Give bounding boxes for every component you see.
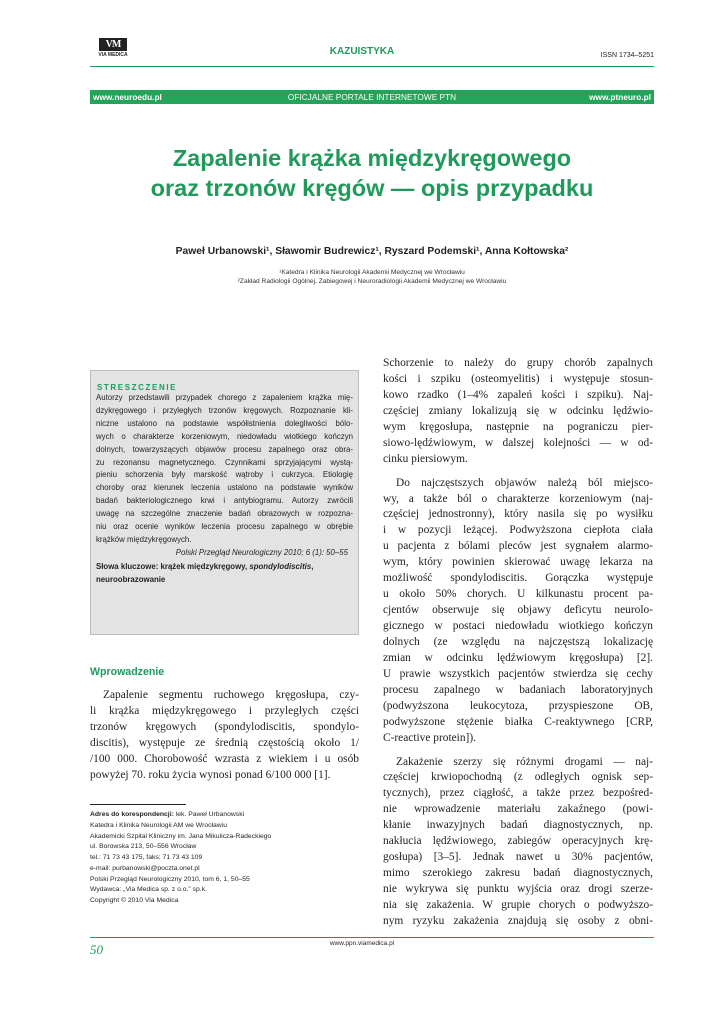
affiliation: ¹Katedra i Klinika Neurologii Akademii Medycznej we Wrocławiu: [279, 269, 465, 276]
abstract-line: dolnych, towarzyszących objawów procesu zapalnego oraz obra-: [96, 444, 353, 454]
correspondence-block: [90, 810, 359, 907]
body-line: podwyższone stężenie białka C-reaktywnego [CRP,: [383, 715, 653, 728]
keywords-label: Słowa kluczowe:: [96, 561, 159, 571]
affiliation: ²Zakład Radiologii Ogólnej, Zabiegowej i Neuroradiologii Akademii Medycznej we Wrocławiu: [237, 278, 507, 285]
abstract-line: choroby oraz kierunek leczenia ustalono na podstawie wyników: [96, 483, 353, 493]
paragraph-gap: [383, 468, 653, 476]
right-column-body: [383, 356, 653, 930]
abstract-line: krążków międzykręgowych.: [96, 534, 192, 544]
body-line: u około 50% chorych. U kilkunastu procent pa-: [383, 588, 653, 601]
section-label: KAZUISTYKA: [329, 46, 395, 57]
portal-link-ptneuro[interactable]: www.ptneuro.pl: [589, 92, 651, 102]
body-line: (podwyższona leukocytoza, przyspieszone OB,: [383, 699, 653, 712]
correspondence-line: Copyright © 2010 Via Medica: [90, 897, 179, 904]
abstract-line: pieniu schorzenia były marskość wątroby i cukrzyca. Etiologię: [96, 470, 353, 480]
correspondence-line: Akademicki Szpital Kliniczny im. Jana Mikulicza-Radeckiego: [90, 832, 272, 840]
body-line: Do najczęstszych objawów należą ból miejsco-: [396, 476, 653, 489]
keyword: krążek międzykręgowy,: [158, 561, 250, 571]
abstract-line: uwagę na szczególne znaczenie badań obrazowych w rozpozna-: [96, 509, 353, 519]
abstract-heading: STRESZCZENIE: [97, 383, 178, 392]
body-line: wym kręgosłupa, następnie na pograniczu pier-: [383, 420, 653, 433]
body-line: Schorzenie to należy do grupy chorób zapalnych: [383, 357, 653, 369]
correspondence-email[interactable]: e-mail: purbanowski@poczta.onet.pl: [90, 864, 200, 872]
keyword-italic: spondylodiscitis: [249, 561, 312, 571]
logo-mark: VM: [99, 38, 127, 51]
body-line: zmian w odcinku lędźwiowym kręgosłupa) [2].: [383, 651, 653, 664]
abstract-line: zu rezonansu magnetycznego. Czynnikami sprzyjającymi wystą-: [96, 457, 353, 467]
correspondence-label: Adres do korespondencji:: [90, 811, 174, 818]
correspondence-line: tel.: 71 73 43 175, faks: 71 73 43 109: [90, 854, 203, 861]
paragraph: [383, 476, 653, 747]
body-line: siowo-lędźwiowym, w dalszej kolejności — w od-: [383, 436, 653, 449]
abstract-line: niczne ustalono na podstawie współistnienia dolegliwości bólo-: [96, 418, 353, 428]
body-line: trzonów kręgowych (spondylodiscitis, spondylo-: [90, 720, 359, 733]
paragraph: [383, 356, 653, 468]
paragraph: [383, 755, 653, 930]
body-line: tycznych), przez ciągłość, a także przez bezpośred-: [383, 787, 653, 800]
abstract-line: dzykręgowego i przyległych trzonów kręgowych. Rozpoznanie kli-: [96, 405, 353, 415]
body-line: nia się zakażenia. W grupie chorych o podwyższo-: [383, 898, 653, 911]
affiliations: [90, 268, 654, 286]
article-title: [90, 143, 654, 203]
body-line: i w pozycji leżącej. Podwyższona ciepłota ciała: [383, 524, 653, 537]
footer-rule: [90, 937, 654, 938]
issn: ISSN 1734–5251: [600, 52, 654, 59]
body-line: dolnych (ze względu na najczęstszą lokalizację: [383, 635, 653, 648]
introduction-body: [90, 688, 359, 784]
body-line: discitis), występuje ze średnią częstością około 1/: [90, 736, 359, 749]
body-line: nym ryzyku zakażenia znajdują się osoby z obni-: [383, 914, 653, 927]
keyword-separator: ,: [311, 561, 314, 571]
correspondence-line: Katedra i Klinika Neurologii AM we Wrocławiu: [90, 821, 228, 829]
correspondence-name: lek. Paweł Urbanowski: [173, 811, 245, 818]
authors: Paweł Urbanowski¹, Sławomir Budrewicz¹, Ryszard Podemski¹, Anna Kołtowska²: [175, 246, 569, 257]
correspondence-line: Polski Przegląd Neurologiczny 2010, tom 6, 1, 50–55: [90, 875, 250, 883]
abstract-text: [96, 392, 353, 547]
footer-url[interactable]: www.ppn.viamedica.pl: [329, 940, 395, 947]
body-line: Zakażenie szerzy się różnymi drogami — naj-: [396, 755, 653, 768]
portal-bar: [90, 90, 654, 104]
keywords: [96, 560, 353, 586]
body-line: częściej jednostronny), który nasila się po wysiłku: [383, 508, 653, 521]
paragraph-gap: [383, 747, 653, 755]
title-line: Zapalenie krążka międzykręgowego: [172, 145, 572, 171]
footnote-rule: [90, 804, 186, 805]
body-line: kowo rzadko (1–4% zapaleń kości i szpiku). Naj-: [383, 388, 653, 401]
body-line: C-reactive protein]).: [383, 731, 476, 744]
body-line: li krążka międzykręgowego i przyległych części: [90, 704, 359, 717]
abstract-line: Autorzy przedstawili przypadek chorego z zapaleniem krążka mię-: [96, 393, 353, 402]
body-line: nie wykrywa się punktu wyjścia oraz drogi szerze-: [383, 883, 653, 895]
body-line: częściej zmiany lokalizują się w odcinku lędźwio-: [383, 404, 653, 417]
portal-bar-title: OFICJALNE PORTALE INTERNETOWE PTN: [287, 92, 457, 102]
logo-caption: VIA MEDICA: [98, 52, 128, 58]
body-line: kości i szpiku (osteomyelitis) i występuje stosun-: [383, 372, 653, 385]
body-line: u pacjenta z bólami pleców jest sygnałem alarmo-: [383, 540, 653, 553]
section-heading-introduction: Wprowadzenie: [90, 666, 165, 678]
body-line: nie wprowadzenie materiału zakaźnego (powi-: [383, 803, 653, 816]
title-line: oraz trzonów kręgów — opis przypadku: [150, 175, 594, 201]
keyword: neuroobrazowanie: [96, 574, 166, 584]
correspondence-line: [90, 810, 359, 821]
abstract-box: [90, 370, 359, 635]
abstract-line: niu oraz ocenie wyników leczenia procesu zapalnego w obrębie: [96, 522, 353, 532]
abstract-citation: Polski Przegląd Neurologiczny 2010; 6 (1): 50–55: [175, 547, 348, 557]
page-number: 50: [90, 942, 103, 957]
body-line: kłanie inwazyjnych badań diagnostycznych, np.: [383, 819, 653, 832]
body-line: Zapalenie segmentu ruchowego kręgosłupa, czy-: [103, 689, 359, 701]
body-line: procesu zapalnego w badaniach laboratoryjnych: [383, 683, 653, 696]
correspondence-line: Wydawca: „Via Medica sp. z o.o.” sp.k.: [90, 886, 207, 894]
abstract-line: badań bakteriologicznego krwi i antybiogramu. Autorzy zwrócili: [96, 496, 353, 506]
correspondence-line: ul. Borowska 213, 50–556 Wrocław: [90, 843, 197, 851]
header-rule: [90, 66, 654, 67]
body-line: nakłucia lędźwiowego, zabiegów operacyjnych krę-: [383, 835, 653, 848]
abstract-line: wych o charakterze korzeniowym, niedowładu wiotkiego kończyn: [96, 431, 353, 441]
portal-link-neuroedu[interactable]: www.neuroedu.pl: [93, 92, 162, 102]
body-line: gicznego w postaci niedowładu wiotkiego kończyn: [383, 620, 653, 632]
body-line: cjentów obserwuje się objawy deficytu neurolo-: [383, 604, 653, 617]
body-line: powyżej 70. roku życia wynosi ponad 6/100 000 [1].: [90, 768, 331, 781]
body-line: mimo szerokiego zakresu badań diagnostycznych,: [383, 867, 653, 880]
body-line: możliwość spondylodiscitis. Gorączka występuje: [383, 572, 653, 585]
body-line: gosłupa) [3–5]. Jednak nawet u 30% pacjentów,: [383, 851, 653, 864]
body-line: wym, który powinien skierować uwagę lekarza na: [383, 556, 653, 569]
body-line: U prawie wszystkich pacjentów stwierdza się cechy: [383, 667, 653, 680]
body-line: cinku piersiowym.: [383, 452, 468, 465]
body-line: wy, a także ból o charakterze korzeniowym (naj-: [383, 492, 653, 505]
body-line: /100 000. Chorobowość wzrasta z wiekiem i u osób: [90, 752, 359, 765]
body-line: częściej krwiopochodną (z odległych ognisk sep-: [383, 771, 653, 784]
